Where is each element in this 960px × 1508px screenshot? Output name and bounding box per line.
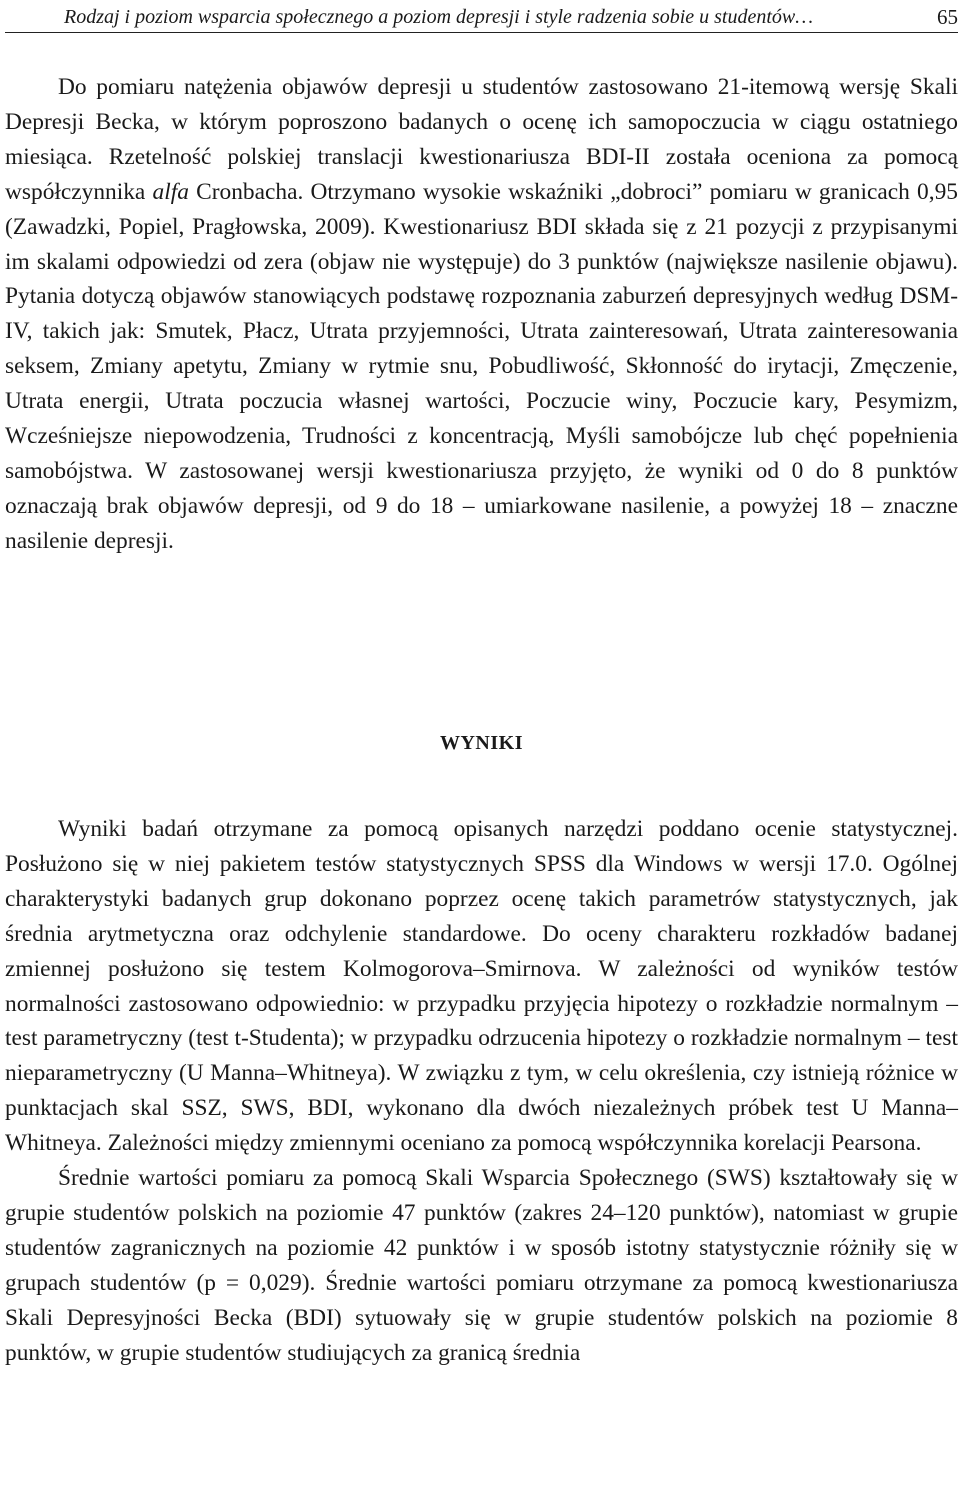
methods-text-block [5,70,958,559]
italic-term: alfa [152,178,189,205]
running-header [5,2,958,33]
running-header-title: Rodzaj i poziom wsparcia społecznego a poziom depresji i style radzenia sobie u studentów… [64,6,814,28]
results-text-block [5,812,958,1371]
paragraph-sws-results: Średnie wartości pomiaru za pomocą Skali Wsparcia Społecznego (SWS) kształtowały się w grupie studentów polskich na poziomie 47 punktów (zakres 24–120 punktów), natomiast w grupie studentów zagranicznych na poziomie 42 punktów i w sposób istotny statystycznie różniły się w grupach studentów (p = 0,029). Średnie wartości pomiaru otrzymane za pomocą kwestionariusza Skali Depresyjności Becka (BDI) sytuowały się w grupie studentów polskich na poziomie 8 punktów, w grupie studentów studiujących za granicą średnia [5,1165,958,1366]
document-page [5,0,958,1508]
paragraph-bdi-description: Do pomiaru natężenia objawów depresji u studentów zastosowano 21-itemową wersję Skali Depresji Becka, w którym poproszono badanych o ocenę ich samopoczucia w ciągu ostatniego miesiąca. Rzetelność polskiej translacji kwestionariusza BDI-II została oceniona za pomocą współczynnika alfa Cronbacha. Otrzymano wysokie wskaźniki „dobroci” pomiaru w granicach 0,95 (Zawadzki, Popiel, Pragłowska, 2009). Kwestionariusz BDI składa się z 21 pozycji z przypisanymi im skalami odpowiedzi od zera (objaw nie występuje) do 3 punktów (największe nasilenie objawu). Pytania dotyczą objawów stanowiących podstawę rozpoznania zaburzeń depresyjnych według DSM-IV, takich jak: Smutek, Płacz, Utrata przyjemności, Utrata zainteresowań, Utrata zainteresowania seksem, Zmiany apetytu, Zmiany w rytmie snu, Pobudliwość, Skłonność do irytacji, Zmęczenie, Utrata energii, Utrata poczucia własnej wartości, Poczucie winy, Poczucie kary, Pesymizm, Wcześniejsze niepowodzenia, Trudności z koncentracją, Myśli samobójcze lub chęć popełnienia samobójstwa. W zastosowanej wersji kwestionariusza przyjęto, że wyniki od 0 do 8 punktów oznaczają brak objawów depresji, od 9 do 18 – umiarkowane nasilenie, a powyżej 18 – znaczne nasilenie depresji. [5,74,958,554]
section-heading-results: WYNIKI [439,732,523,754]
page-number: 65 [937,5,958,29]
paragraph-statistics: Wyniki badań otrzymane za pomocą opisanych narzędzi poddano ocenie statystycznej. Posłużono się w niej pakietem testów statystycznych SPSS dla Windows w wersji 17.0. Ogólnej charakterystyki badanych grup dokonano poprzez ocenę takich parametrów statystycznych, jak średnia arytmetyczna oraz odchylenie standardowe. Do oceny charakteru rozkładów badanej zmiennej posłużono się testem Kolmogorova–Smirnova. W zależności od wyników testów normalności zastosowano odpowiednio: w przypadku przyjęcia hipotezy o rozkładzie normalnym – test parametryczny (test t-Studenta); w przypadku odrzucenia hipotezy o rozkładzie normalnym – test nieparametryczny (U Manna–Whitneya). W związku z tym, w celu określenia, czy istnieją różnice w punktacjach skal SSZ, SWS, BDI, wykonano dla dwóch niezależnych próbek test U Manna–Whitneya. Zależności między zmiennymi oceniano za pomocą współczynnika korelacji Pearsona. [5,816,958,1157]
